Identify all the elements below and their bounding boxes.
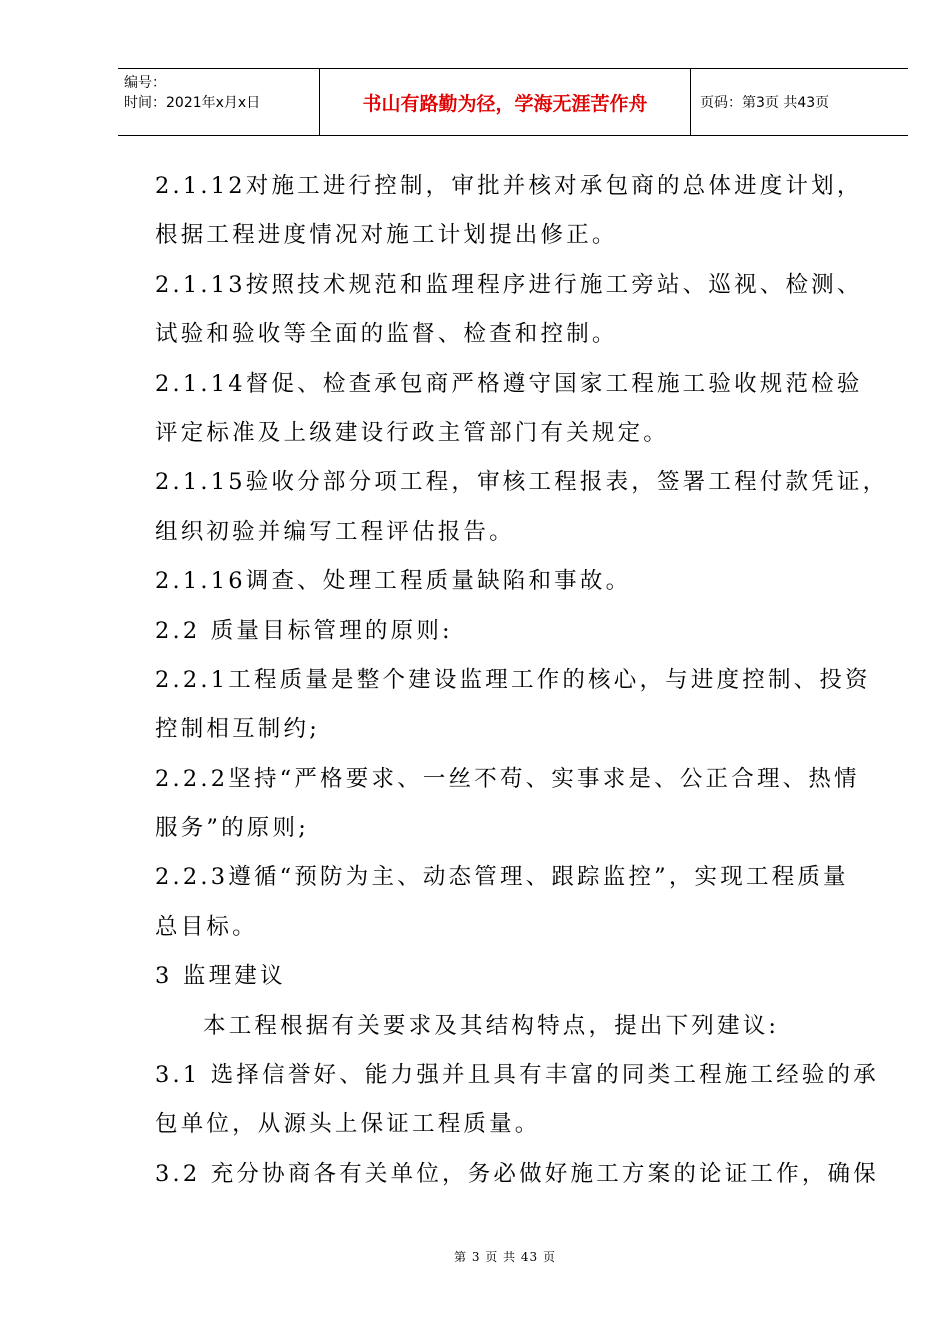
section-heading: 2.2 质量目标管理的原则: (155, 617, 453, 644)
body-line: 2.1.13按照技术规范和监理程序进行施工旁站、巡视、检测、 (155, 271, 863, 298)
header-motto: 书山有路勤为径，学海无涯苦作舟 (362, 92, 648, 115)
body-line: 控制相互制约; (155, 716, 320, 743)
page-header (118, 68, 908, 136)
document-number-label: 编号： (124, 75, 166, 91)
document-time-label: 时间：2021年x月x日 (124, 95, 261, 111)
body-line: 2.1.14督促、检查承包商严格遵守国家工程施工验收规范检验 (155, 370, 863, 397)
document-body (155, 162, 889, 1199)
body-line: 包单位，从源头上保证工程质量。 (155, 1111, 541, 1138)
body-line: 试验和验收等全面的监督、检查和控制。 (155, 321, 618, 348)
body-line: 2.2.3遵循“预防为主、动态管理、跟踪监控”，实现工程质量 (155, 864, 849, 891)
body-line: 2.1.12对施工进行控制，审批并核对承包商的总体进度计划， (155, 173, 863, 199)
body-line: 评定标准及上级建设行政主管部门有关规定。 (155, 419, 670, 446)
body-line: 2.2.1工程质量是整个建设监理工作的核心，与进度控制、投资 (155, 666, 871, 693)
body-line: 总目标。 (155, 913, 258, 940)
page-footer: 第 3 页 共 43 页 (454, 1250, 556, 1264)
body-line: 服务”的原则; (155, 815, 309, 842)
body-line: 2.1.16调查、处理工程质量缺陷和事故。 (155, 568, 632, 595)
header-meta (124, 73, 320, 113)
body-line: 根据工程进度情况对施工计划提出修正。 (155, 222, 618, 249)
header-motto-cell (319, 69, 691, 135)
body-line: 2.2.2坚持“严格要求、一丝不苟、实事求是、公正合理、热情 (155, 765, 860, 792)
body-line: 3.1 选择信誉好、能力强并且具有丰富的同类工程施工经验的承 (155, 1062, 879, 1089)
body-line: 2.1.15验收分部分项工程，审核工程报表，签署工程付款凭证， (155, 469, 889, 496)
body-line: 本工程根据有关要求及其结构特点，提出下列建议: (203, 1012, 780, 1039)
body-line: 3.2 充分协商各有关单位，务必做好施工方案的论证工作，确保 (155, 1160, 879, 1187)
section-heading: 3 监理建议 (155, 963, 286, 990)
body-line: 组织初验并编写工程评估报告。 (155, 518, 515, 545)
header-page-number: 页码：第3页 共43页 (700, 95, 830, 111)
